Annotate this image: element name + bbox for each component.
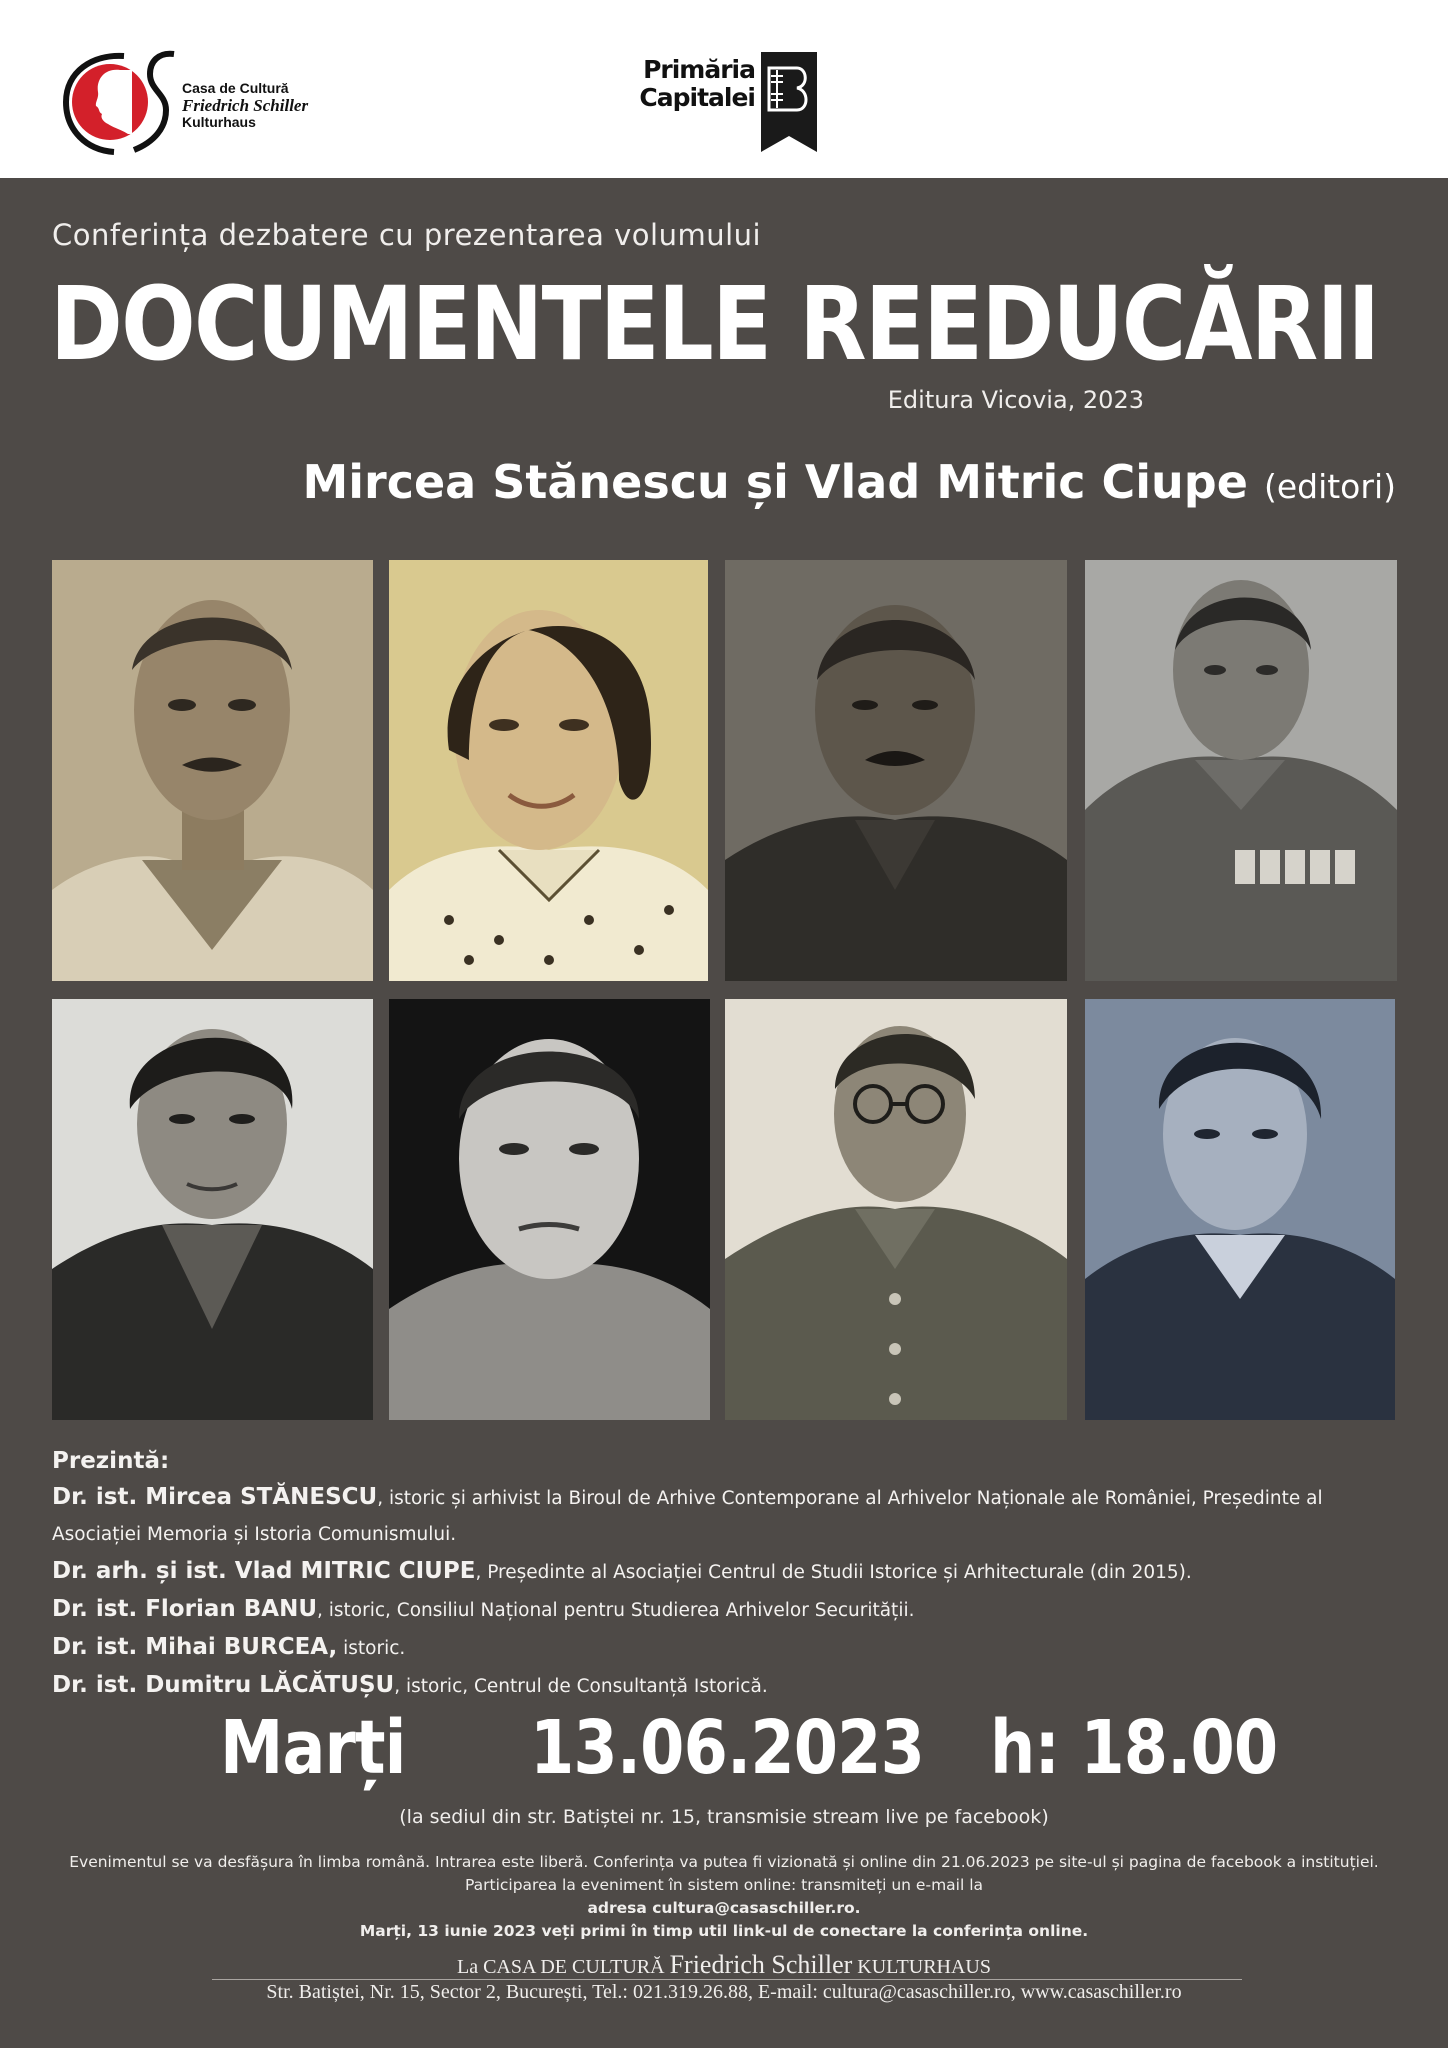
speaker-name: Dr. ist. Dumitru LĂCĂTUȘU [52,1672,395,1698]
conference-subtitle: Conferința dezbatere cu prezentarea volumului [52,218,762,252]
footer-suffix: KULTURHAUS [857,1956,992,1978]
book-title: DOCUMENTELE REEDUCĂRII [50,265,1379,384]
schiller-logo-line3: Kulturhaus [182,114,256,130]
speaker-name: Dr. ist. Mircea STĂNESCU [52,1484,378,1510]
schiller-logo-line2: Friedrich Schiller [182,96,309,115]
event-date: 13.06.2023 [530,1705,925,1791]
schiller-logo-line1: Casa de Cultură [182,80,289,96]
speaker-name: Dr. ist. Mihai BURCEA, [52,1634,338,1660]
speaker-name: Dr. arh. și ist. Vlad MITRIC CIUPE [52,1558,476,1584]
bucharest-flag-icon [759,52,819,152]
notes-line1: Evenimentul se va desfășura în limba română. Intrarea este liberă. Conferința va putea fi vizionată și online din 21.06.2023 pe site-ul și pagina de facebook a instituției. [69,1853,1379,1871]
editors-role: (editori) [1263,467,1396,506]
primaria-logo-line2: Capitalei [639,83,755,112]
event-venue: (la sediul din str. Batiștei nr. 15, transmisie stream live pe facebook) [399,1806,1049,1828]
speaker-desc: istoric. [337,1638,406,1659]
portrait-photo-8 [1085,999,1395,1420]
portrait-photo-1 [52,560,373,981]
speaker-item [52,1629,1397,1667]
portrait-photo-6 [389,999,710,1420]
speaker-item [52,1479,1397,1553]
portrait-photo-5 [52,999,373,1420]
speaker-desc: , istoric și arhivist la Biroul de Arhive Contemporane al Arhivelor Naționale ale României, Președinte al Asociației Memoria și Istoria Comunismului. [52,1488,1323,1545]
event-datetime [0,1705,1448,1795]
speaker-desc: , istoric, Centrul de Consultanță Istorică. [394,1676,768,1697]
speaker-item [52,1667,1397,1705]
portrait-photo-4 [1085,560,1397,981]
portrait-photo-7 [725,999,1067,1420]
footer-prefix: La CASA DE CULTURĂ [456,1956,665,1978]
speaker-desc: , istoric, Consiliul Național pentru Studierea Arhivelor Securității. [317,1600,915,1621]
schiller-logo [62,50,362,155]
footer-venue-name [0,1950,1448,1980]
speaker-item [52,1591,1397,1629]
speaker-item [52,1553,1397,1591]
schiller-emblem-icon [62,50,182,155]
notes-line3: Marți, 13 iunie 2023 veți primi în timp util link-ul de conectare la conferința online. [359,1922,1089,1940]
primaria-logo [633,52,833,152]
event-notes [40,1851,1408,1943]
event-time: h: 18.00 [990,1705,1278,1791]
header-band [0,0,1448,178]
footer-name: Friedrich Schiller [669,1950,853,1979]
footer-divider [212,1979,1242,1980]
speakers-heading: Prezintă: [52,1448,170,1474]
notes-line2-text: Participarea la eveniment în sistem online: transmiteți un e-mail la [464,1876,984,1894]
portrait-photo-2 [389,560,708,981]
portrait-photo-3 [725,560,1067,981]
notes-line2 [40,1874,1408,1920]
publisher: Editura Vicovia, 2023 [887,386,1144,414]
editors [302,455,1396,509]
footer-address: Str. Batiștei, Nr. 15, Sector 2, București, Tel.: 021.319.26.88, E-mail: cultura@casaschiller.ro, www.casaschiller.ro [266,1981,1182,2003]
notes-email: adresa cultura@casaschiller.ro. [587,1899,861,1917]
editors-names: Mircea Stănescu și Vlad Mitric Ciupe [302,455,1248,509]
speaker-name: Dr. ist. Florian BANU [52,1596,317,1622]
event-day: Marți [220,1705,406,1791]
primaria-logo-line1: Primăria [643,55,755,84]
speakers-list [52,1443,1397,1705]
speaker-desc: , Președinte al Asociației Centrul de Studii Istorice și Arhitecturale (din 2015). [475,1562,1192,1583]
